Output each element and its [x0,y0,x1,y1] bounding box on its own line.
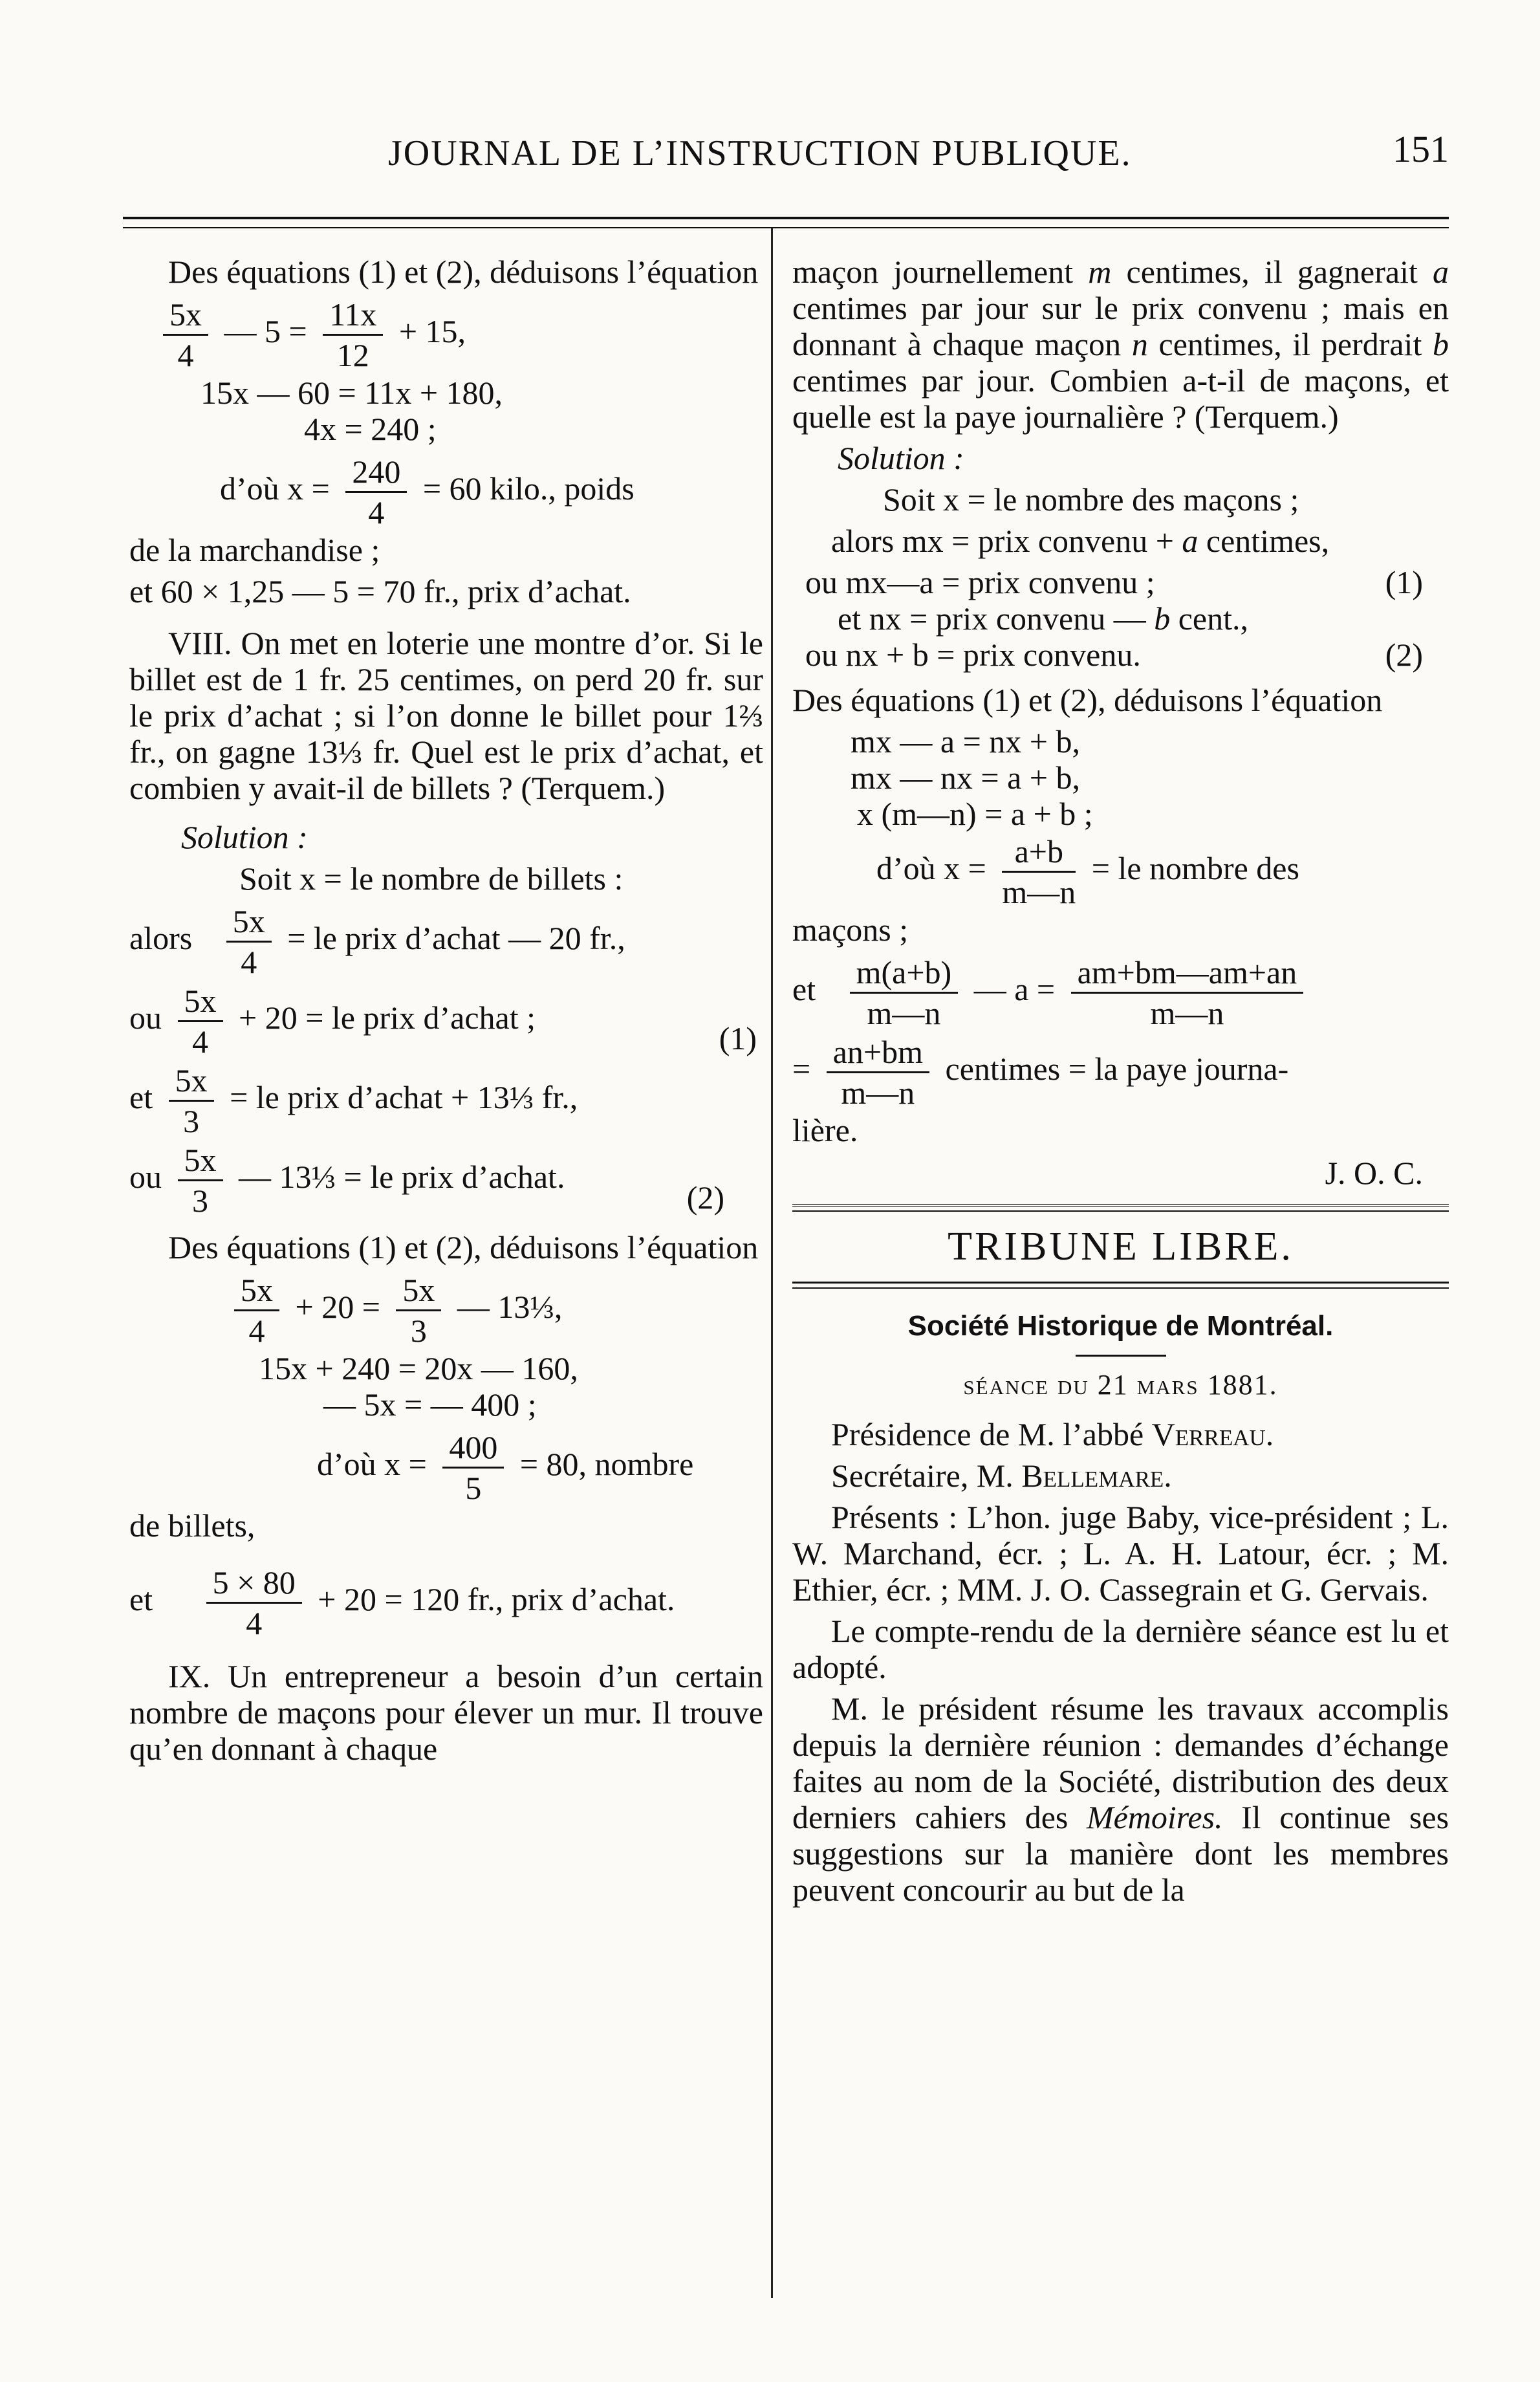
text-run: centimes, il gagnerait [1126,254,1418,290]
fraction [169,1061,214,1141]
running-header [123,126,1449,184]
text-run: centimes par jour sur le prix convenu ; mais en donnant à chaque maçon [792,290,1449,362]
paragraph: Soit x = le nombre de billets : [239,860,624,897]
text-run: maçon journellement [792,254,1074,290]
fraction [178,981,223,1061]
numerator: an+bm [827,1033,929,1073]
numerator: m(a+b) [850,953,959,994]
equation-text: + 15, [398,312,466,349]
equation [129,981,763,1061]
paragraph: de la marchandise ; [129,532,380,568]
equation-text: = 60 kilo., poids [422,470,634,507]
equation [129,1141,763,1220]
denominator: m—n [841,1075,915,1111]
equation-text: alors mx = prix convenu + [831,523,1174,559]
fraction [1071,953,1304,1033]
secretaire [792,1458,1449,1494]
denominator: 5 [465,1470,482,1506]
fraction [323,295,383,375]
numerator: 5x [226,902,272,943]
denominator: 12 [336,337,369,373]
paragraph: Des équations (1) et (2), déduisons l’équation [168,254,759,290]
equation-text: + 20 = le prix d’achat ; [239,999,536,1036]
equation: 15x — 60 = 11x + 180, [201,375,503,411]
equation: mx — nx = a + b, [851,759,1080,796]
president-report [792,1690,1449,1908]
fraction [178,1141,223,1220]
name-run: Bellemare. [1021,1458,1172,1494]
section-heading: TRIBUNE LIBRE. [948,1225,1294,1269]
equation-text: ou nx + b = prix convenu. [805,637,1141,673]
paragraph: maçons ; [792,912,909,948]
denominator: 4 [192,1023,208,1060]
equation-text: alors [129,919,193,956]
fraction [206,1563,302,1643]
paragraph: de billets, [129,1507,255,1544]
denominator: 4 [177,337,194,373]
equation-text: ou [129,999,162,1036]
numerator: 5 × 80 [206,1563,302,1604]
equation-text: = [792,1050,811,1087]
numerator: 5x [396,1271,441,1311]
fraction [163,295,208,375]
signature: J. O. C. [1325,1155,1423,1191]
equation-text: — 5 = [224,312,307,349]
denominator: 4 [368,494,385,530]
paragraph: lière. [792,1112,858,1148]
numerator: 400 [442,1428,504,1469]
text-run: Présidence de M. l’abbé [831,1416,1144,1452]
right-column [792,254,1449,2324]
equation-text: — a = [973,970,1056,1007]
fraction [1002,832,1076,912]
numerator: 5x [234,1271,279,1311]
paragraph: Des équations (1) et (2), déduisons l’équation [792,682,1383,718]
equation: 4x = 240 ; [304,411,437,447]
denominator: 3 [183,1103,200,1139]
text-run: centimes par jour. Combien a-t-il de maçons, et quelle est la paye journalière ? (Terquem.) [792,362,1449,435]
equation-tag: (1) [719,1020,757,1056]
name-run: Verreau. [1151,1416,1274,1452]
equation [805,637,1449,673]
solution-label: Solution : [838,440,964,476]
equation-text: ou [129,1158,162,1195]
solution-label: Solution : [181,819,308,855]
fraction [234,1271,279,1350]
denominator: 4 [246,1605,263,1641]
left-column [129,254,763,2324]
equation [838,600,1449,637]
fraction [226,902,272,981]
denominator: m—n [867,995,941,1031]
numerator: 5x [178,981,223,1022]
denominator: 3 [410,1313,427,1349]
text-run: Secrétaire, M. [831,1458,1014,1494]
numerator: am+bm—am+an [1071,953,1304,994]
equation [792,1033,1449,1112]
equation-text: + 20 = 120 fr., prix d’achat. [318,1580,675,1617]
problem-ix-continued [792,254,1449,435]
equation [129,1563,763,1643]
journal-title: JOURNAL DE L’INSTRUCTION PUBLIQUE. [388,133,1132,173]
text-run: M. le président résume les travaux accomplis depuis la dernière réunion : demandes d’échange faites au nom de la Société, distribution des deux derniers cahiers des [792,1690,1449,1835]
equation [155,295,763,375]
equation [226,1271,763,1350]
denominator: m—n [1150,995,1224,1031]
numerator: 11x [323,295,383,336]
variable: b [1154,600,1171,637]
equation-text: centimes = la paye journa- [945,1050,1289,1087]
paragraph: Des équations (1) et (2), déduisons l’équation [168,1229,759,1265]
equation-text: et nx = prix convenu — [838,600,1146,637]
equation [129,1061,763,1141]
variable: a [1433,254,1449,290]
variable: m [1088,254,1112,290]
fraction [345,452,407,532]
denominator: m—n [1002,874,1076,910]
fraction [442,1428,504,1507]
short-rule [1076,1355,1166,1357]
numerator: 5x [163,295,208,336]
text-run: centimes, il perdrait [1158,326,1422,362]
header-rule [123,217,1449,228]
paragraph: et 60 × 1,25 — 5 = 70 fr., prix d’achat. [129,573,631,609]
equation-text: et [129,1580,153,1617]
equation: — 5x = — 400 ; [323,1386,537,1423]
paragraph: Soit x = le nombre des maçons ; [883,481,1299,518]
equation-text: d’où x = [876,849,986,886]
problem-viii: VIII. On met en loterie une montre d’or. Si le billet est de 1 fr. 25 centimes, on perd 20 fr. sur le prix d’achat ; si l’on donne le billet pour 1⅔ fr., on gagne 13⅓ fr. Quel est le prix d’achat, et combien y avait-il de billets ? (Terquem.) [129,625,763,806]
variable: b [1433,326,1449,362]
equation-text: d’où x = [220,470,330,507]
society-heading: Société Historique de Montréal. [907,1310,1334,1342]
section-rule [792,1204,1449,1212]
title-run: Mémoires. [1086,1799,1223,1835]
denominator: 4 [241,944,257,980]
equation-text: = le prix d’achat + 13⅓ fr., [230,1078,578,1115]
column-divider [771,228,773,2298]
seance-date: séance du 21 mars 1881. [963,1369,1278,1401]
equation-text: — 13⅓, [457,1288,563,1325]
fraction [396,1271,441,1350]
fraction [850,953,959,1033]
equation-text: d’où x = [317,1445,427,1482]
presidence [792,1416,1449,1452]
equation-text: + 20 = [295,1288,380,1325]
denominator: 3 [192,1183,208,1219]
variable: a [1182,523,1198,559]
equation-text: — 13⅓ = le prix d’achat. [239,1158,565,1195]
equation-text: = 80, nombre [519,1445,694,1482]
equation: 15x + 240 = 20x — 160, [259,1350,578,1386]
equation-text: ou mx—a = prix convenu ; [805,564,1155,600]
equation [792,953,1449,1033]
equation-text: = le nombre des [1091,849,1299,886]
numerator: 240 [345,452,407,493]
equation [317,1428,763,1507]
variable: n [1131,326,1148,362]
equation [220,452,763,532]
equation: mx — a = nx + b, [851,723,1080,759]
equation-text: = le prix d’achat — 20 fr., [287,919,625,956]
equation-line [792,523,1449,559]
compte-rendu: Le compte-rendu de la dernière séance est lu et adopté. [792,1613,1449,1685]
equation-tag: (1) [1385,564,1423,600]
equation-text: centimes, [1206,523,1330,559]
equation-text: cent., [1178,600,1248,637]
numerator: 5x [169,1061,214,1102]
text-run: Il continue ses suggestions sur la manière dont les membres peuvent concourir au but de la [792,1799,1449,1908]
numerator: 5x [178,1141,223,1181]
equation: x (m—n) = a + b ; [857,796,1093,832]
equation [876,832,1449,912]
equation [805,564,1449,600]
equation-tag: (2) [1385,637,1423,673]
equation-tag: (2) [686,1179,724,1216]
equation-text: et [792,970,816,1007]
equation-text: et [129,1078,153,1115]
denominator: 4 [248,1313,265,1349]
problem-ix: IX. Un entrepreneur a besoin d’un certain nombre de maçons pour élever un mur. Il trouve qu’en donnant à chaque [129,1658,763,1767]
section-rule [792,1282,1449,1289]
page-number: 151 [1393,128,1449,170]
numerator: a+b [1002,832,1076,873]
presents: Présents : L’hon. juge Baby, vice-président ; L. W. Marchand, écr. ; L. A. H. Latour, écr. ; M. Ethier, écr. ; MM. J. O. Cassegrain et G. Gervais. [792,1499,1449,1608]
equation [129,902,763,981]
fraction [827,1033,929,1112]
